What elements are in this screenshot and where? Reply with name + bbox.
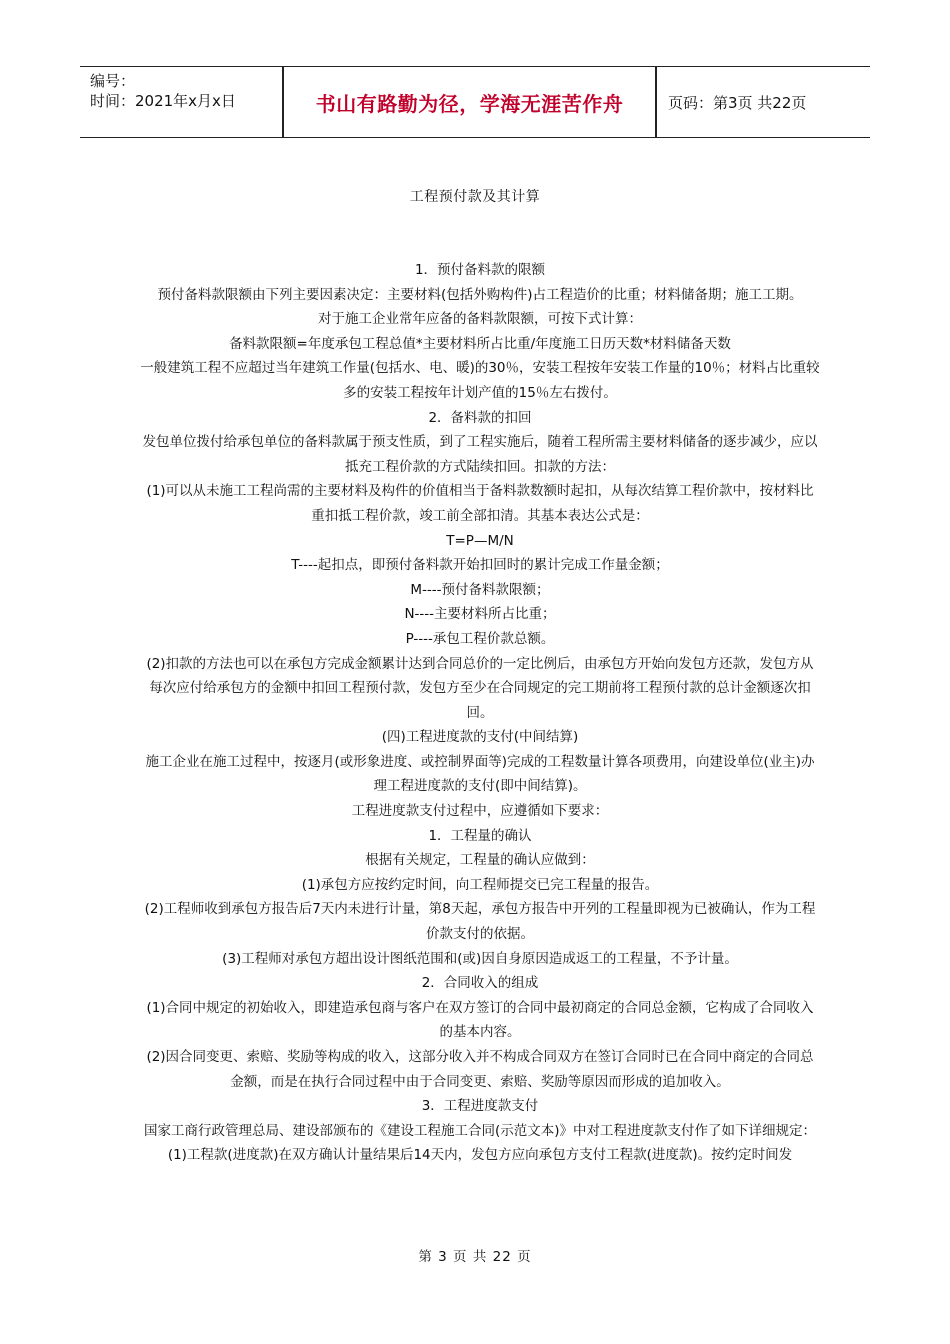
document-number: 编号： [90,72,136,90]
body-paragraph: 根据有关规定，工程量的确认应做到： [365,852,595,869]
body-paragraph: M----预付备料款限额； [410,581,550,598]
body-paragraph: 国家工商行政管理总局、建设部颁布的《建设工程施工合同(示范文本)》中对工程进度款支付作了如下详细规定： [143,1122,817,1139]
body-paragraph: 工程进度款支付过程中，应遵循如下要求： [351,803,609,820]
body-paragraph: (2)扣款的方法也可以在承包方完成金额累计达到合同总价的一定比例后，由承包方开始向发包方还款，发包方从每次应付给承包方的金额中扣回工程预付款，发包方至少在合同规定的完工期前将工程预付款的总计金额逐次扣回。 [146,655,814,721]
body-paragraph: 一般建筑工程不应超过当年建筑工作量(包括水、电、暖)的30％，安装工程按年安装工作量的10％；材料占比重较多的安装工程按年计划产值的15％左右拨付。 [140,360,820,401]
document-title: 工程预付款及其计算 [409,189,541,205]
body-paragraph: (3)工程师对承包方超出设计图纸范围和(或)因自身原因造成返工的工程量，不予计量。 [222,950,738,967]
body-paragraph: 1．预付备料款的限额 [414,262,546,278]
body-paragraph: 备料款限额=年度承包工程总值*主要材料所占比重/年度施工日历天数*材料储备天数 [229,335,731,352]
body-paragraph: 2．合同收入的组成 [421,975,539,992]
section-heading: (四)工程进度款的支付(中间结算) [381,729,579,746]
body-paragraph: 对于施工企业常年应备的备料款限额，可按下式计算： [318,311,642,328]
body-paragraph: 2．备料款的扣回 [428,409,532,426]
body-paragraph: 3．工程进度款支付 [421,1098,539,1115]
body-paragraph: T----起扣点，即预付备料款开始扣回时的累计完成工作量金额； [291,557,669,574]
body-paragraph: (1)工程款(进度款)在双方确认计量结果后14天内，发包方应向承包方支付工程款(进度款)。按约定时间发 [167,1147,793,1164]
header-page-info: 页码：第3页 共22页 [668,93,807,112]
body-paragraph: (2)因合同变更、索赔、奖励等构成的收入，这部分收入并不构成合同双方在签订合同时已在合同中商定的合同总金额，而是在执行合同过程中由于合同变更、索赔、奖励等原因而形成的追加收入。 [146,1049,814,1090]
body-paragraph: 预付备料款限额由下列主要因素决定：主要材料(包括外购构件)占工程造价的比重；材料储备期；施工工期。 [157,286,803,303]
page-header [80,66,870,138]
document-body [140,258,820,1168]
body-paragraph: (1)可以从未施工工程尚需的主要材料及构件的价值相当于备料款数额时起扣，从每次结算工程价款中，按材料比重扣抵工程价款，竣工前全部扣清。其基本表达公式是： [146,483,814,524]
header-meta [90,71,236,111]
header-motto: 书山有路勤为径，学海无涯苦作舟 [315,91,624,116]
body-paragraph: (2)工程师收到承包方报告后7天内未进行计量，第8天起，承包方报告中开列的工程量即视为已被确认，作为工程价款支付的依据。 [144,901,816,943]
formula: T=P—M/N [446,532,514,549]
body-paragraph: 施工企业在施工过程中，按逐月(或形象进度、或控制界面等)完成的工程数量计算各项费用，向建设单位(业主)办理工程进度款的支付(即中间结算)。 [145,753,815,795]
body-paragraph: P----承包工程价款总额。 [405,630,555,647]
body-paragraph: N----主要材料所占比重； [404,606,556,623]
body-paragraph: (1)承包方应按约定时间，向工程师提交已完工程量的报告。 [301,876,659,893]
header-divider [655,67,657,137]
body-paragraph: 发包单位拨付给承包单位的备料款属于预支性质，到了工程实施后，随着工程所需主要材料储备的逐步减少，应以抵充工程价款的方式陆续扣回。扣款的方法： [142,434,818,475]
body-paragraph: (1)合同中规定的初始收入，即建造承包商与客户在双方签订的合同中最初商定的合同总金额，它构成了合同收入的基本内容。 [146,999,814,1041]
document-date: 时间：2021年x月x日 [90,92,236,110]
page-footer: 第 3 页 共 22 页 [418,1249,532,1265]
body-paragraph: 1．工程量的确认 [428,827,532,844]
